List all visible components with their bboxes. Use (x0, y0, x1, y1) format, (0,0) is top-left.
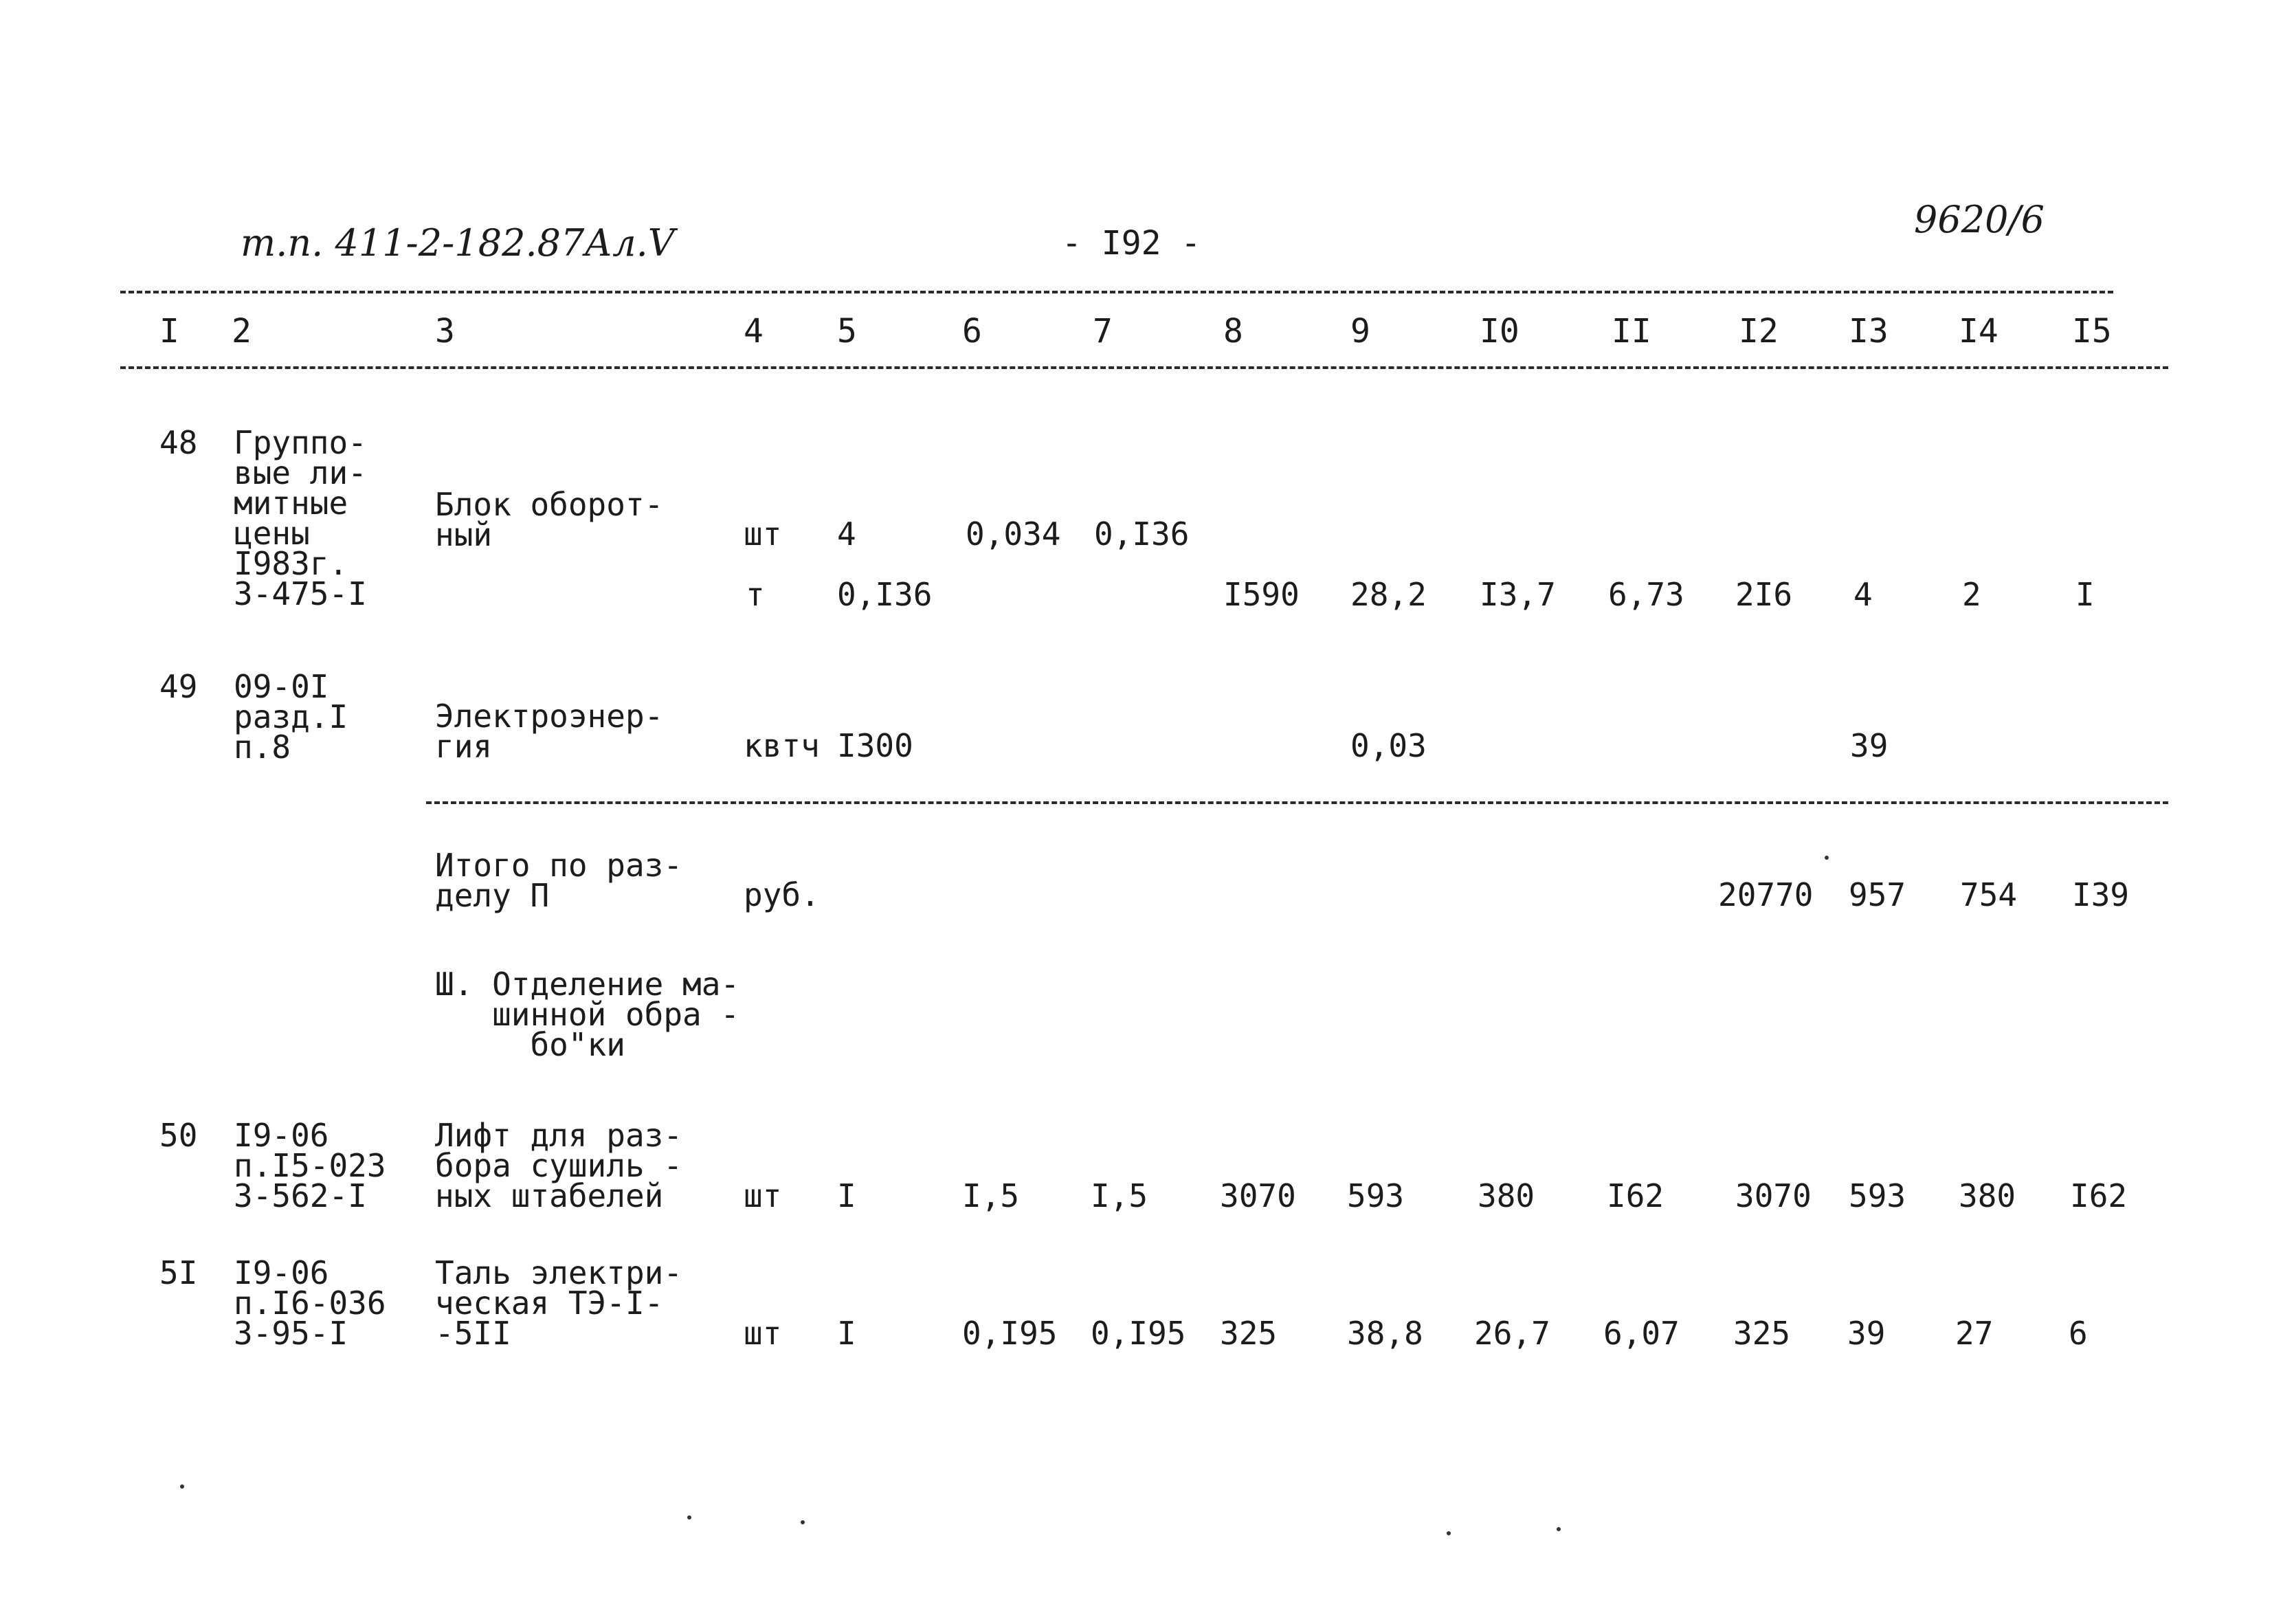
cell-c10: I3,7 (1480, 576, 1556, 613)
cell-c13: 593 (1849, 1177, 1906, 1214)
row-name: Электроэнер- гия (435, 698, 664, 765)
col-header: 4 (744, 312, 764, 351)
cell-c13: 39 (1847, 1315, 1886, 1352)
row-unit: шт (744, 1177, 782, 1214)
cell-c12: 3070 (1735, 1177, 1812, 1214)
cell-c6: I,5 (962, 1177, 1020, 1214)
cell-c8: I590 (1223, 576, 1300, 613)
row-source: Группо- вые ли- митные цены I983г. 3-475-I (234, 424, 367, 612)
cell-c14: 27 (1955, 1315, 1994, 1352)
col-header: I3 (1849, 312, 1889, 351)
cell-c8: 325 (1220, 1315, 1278, 1352)
col-header: 2 (232, 312, 252, 351)
cell-c7: 0,I36 (1094, 515, 1190, 553)
row-number: 48 (159, 424, 198, 461)
scan-speck (687, 1515, 691, 1520)
cell-c7: 0,I95 (1091, 1315, 1186, 1352)
cell-c13: 39 (1850, 727, 1889, 764)
cell-c11: 6,73 (1608, 576, 1684, 613)
page-number: - I92 - (1062, 224, 1201, 263)
cell-c7: I,5 (1091, 1177, 1148, 1214)
row-name: Лифт для раз- бора сушиль - ных штабелей (435, 1117, 683, 1214)
scan-speck (1557, 1527, 1561, 1531)
cell-c8: 3070 (1220, 1177, 1296, 1214)
col-header: I0 (1480, 312, 1519, 351)
col-header: I2 (1739, 312, 1779, 351)
row-number: 50 (159, 1117, 198, 1154)
cell-c15: 6 (2069, 1315, 2088, 1352)
cell-c9: 28,2 (1350, 576, 1427, 613)
total-c12: 20770 (1718, 876, 1814, 913)
cell-c15: I62 (2070, 1177, 2128, 1214)
cell-c5: I (837, 1315, 856, 1352)
cell-c12: 2I6 (1735, 576, 1793, 613)
scan-speck (801, 1520, 805, 1524)
archive-stamp: 9620/6 (1914, 198, 2045, 241)
document-code: т.п. 411-2-182.87Ал.V (241, 221, 675, 265)
total-label: Итого по раз- делу П (435, 847, 683, 914)
row-source: I9-06 п.I6-036 3-95-I (234, 1254, 386, 1352)
row-unit: квтч (744, 727, 820, 764)
total-c13: 957 (1849, 876, 1906, 913)
cell-c11: I62 (1607, 1177, 1664, 1214)
cell-c10: 380 (1478, 1177, 1535, 1214)
total-unit: руб. (744, 876, 820, 913)
row-source: 09-0I разд.I п.8 (234, 668, 348, 766)
col-header: 8 (1223, 312, 1243, 351)
col-header: 3 (435, 312, 455, 351)
total-c15: I39 (2072, 876, 2130, 913)
row-name: Блок оборот- ный (435, 486, 664, 553)
cell-c5: I (837, 1177, 856, 1214)
col-header: I4 (1959, 312, 1998, 351)
cell-c6: 0,I95 (962, 1315, 1058, 1352)
section-title: Ш. Отделение ма- шинной обра - бо"ки (435, 966, 740, 1063)
header-top-rule (120, 291, 2113, 293)
row-unit: шт (744, 1315, 782, 1352)
col-header: 5 (837, 312, 857, 351)
scan-speck (180, 1484, 184, 1489)
scan-speck (1447, 1531, 1451, 1535)
row-unit: т (746, 576, 765, 613)
cell-c13: 4 (1853, 576, 1873, 613)
cell-c15: I (2075, 576, 2095, 613)
cell-c10: 26,7 (1474, 1315, 1550, 1352)
total-c14: 754 (1960, 876, 2018, 913)
row-source: I9-06 п.I5-023 3-562-I (234, 1117, 386, 1214)
cell-c12: 325 (1733, 1315, 1791, 1352)
cell-c9: 0,03 (1350, 727, 1427, 764)
cell-c6: 0,034 (966, 515, 1061, 553)
row-number: 5I (159, 1254, 198, 1291)
cell-c5: 0,I36 (837, 576, 933, 613)
col-header: 6 (962, 312, 982, 351)
cell-c5: I300 (837, 727, 913, 764)
header-bottom-rule (120, 366, 2168, 369)
col-header: II (1612, 312, 1651, 351)
scan-speck (1825, 856, 1829, 860)
cell-c5: 4 (837, 515, 856, 553)
cell-c9: 38,8 (1347, 1315, 1423, 1352)
col-header: I (159, 312, 179, 351)
row-name: Таль электри- ческая ТЭ-I- -5II (435, 1254, 683, 1352)
col-header: 7 (1093, 312, 1113, 351)
cell-c14: 2 (1962, 576, 1981, 613)
row-unit: шт (744, 515, 782, 553)
row-number: 49 (159, 668, 198, 705)
subtotal-rule (426, 801, 2168, 804)
col-header: 9 (1350, 312, 1370, 351)
cell-c11: 6,07 (1603, 1315, 1680, 1352)
cell-c14: 380 (1959, 1177, 2016, 1214)
cell-c9: 593 (1347, 1177, 1405, 1214)
col-header: I5 (2072, 312, 2112, 351)
